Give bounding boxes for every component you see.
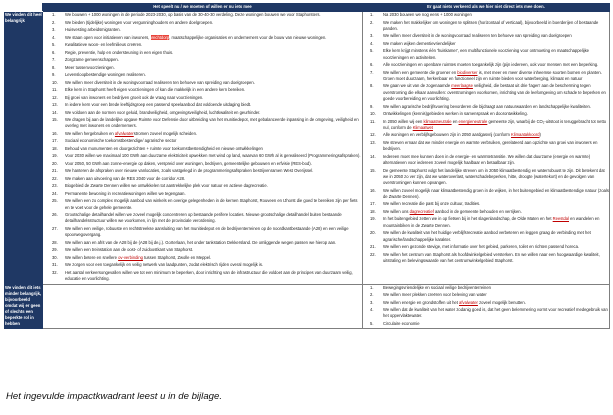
list-item: Voor 2030 willen we maximaal 100 GWh aan duurzame elektriciteit opwekken met wind op land, waarvan 60 GWh al is gerealiseerd (Programmeringsafspraken). — [65, 153, 361, 159]
list-item: We voldoen aan de normen voor geluid, brandveiligheid, omgevingsveiligheid, luchtkwaliteit en geurhinder. — [65, 109, 261, 115]
list-item: Meer tussenvoorzieningen. — [65, 64, 115, 70]
list-item: We bouwen + 1000 woningen in de periode 2023-2030, op basis van de 30-40-30 verdeling. Deze woningen bouwen we voor Staphorsters. — [65, 12, 321, 17]
annotated-term: meerlaagse — [451, 83, 473, 89]
list-item: Levensloopbestendige woningen realiseren. — [65, 72, 146, 77]
list-item: We willen meer plekken creëren voor beleving van water — [383, 292, 487, 298]
list-item: We willen een treinstation aan de oost- of zuidoostkant van Staphorst. — [65, 247, 194, 253]
list-item: Het aantal verkeersongevallen willen we tot een minimum te beperken, door inrichting van de infrastructuur die voldoet aan de principes van duurzaam veilig, educatie en voorlichting. — [65, 269, 353, 282]
table-row — [5, 12, 610, 285]
list-item: De gemeente Staphorst volgt het landelijke streven om in 2050 klimaatbestendig en waterrobuust te zijn. Dit betekent dat we in 2050 zo ver zijn, dat we wateroverlast, waterschadebeperken, hitte, droogte (watertekort) en de gevolgen van overstromingen kunnen opvangen. — [383, 167, 605, 186]
quadrant-low-not-urgent-cell — [363, 284, 610, 329]
list-item: Na 2030 bouwen we nog eens + 1000 woningen — [383, 12, 472, 17]
list-item: Elke kern krijgt minstens één 'huiskamer', een multifunctionele voorziening voor ontmoeting en maatschappelijke voorzieningen en activiteiten. — [383, 48, 589, 60]
annotated-term: ov-verbinding — [118, 254, 143, 260]
list-item: Sociaal economische toekomstbestendige/ agrarische sector — [65, 138, 177, 144]
axis-label-low-importance: We vinden dit iets minder belangrijk, bijvoorbeeld omdat wij er geen of slechts een beperkte rol in hebben — [5, 284, 43, 329]
list-item: We zorgen voor een toegankelijk en veilig netwerk van laadpunten, zodat elektrisch rijden overal mogelijk is. — [65, 262, 264, 268]
list-item: We willen betere en snellere ov-verbinding tussen Staphorst, Zwolle en Meppel. — [65, 254, 212, 260]
list-item: Ontwikkelingen (kennis)gebieden werken in samenspraak en doorontwikkeling. — [383, 111, 528, 117]
column-header-urgent: Het speelt nu / we moeten of willen er nu iets mee — [43, 4, 363, 12]
column-header-not-urgent: Er gaat niets verkeerd als we hier niet direct iets mee doen. — [363, 4, 610, 12]
impact-quadrant-table — [4, 3, 610, 329]
list-item: Elke kern in Staphorst heeft eigen voorzieningen of kan die makkelijk in een andere kern bereiken. — [65, 87, 246, 92]
annotated-term: biodiverser — [457, 69, 478, 75]
list-item: We willen meer diversiteit in de woningvoorraad realiseren ten behoeve van spreiding van doelgroepen. — [65, 79, 255, 85]
list-item: Biogebied de Zwarte Dennen willen we ontwikkelen tot aantrekkelijke plek voor natuur en actieve dagrecreatie. — [65, 183, 268, 189]
list-item: We willen ons dagrecreatief aanbod in de gemeente behouden en verrijken. — [383, 208, 522, 214]
annotated-term: klimaatneutrale — [423, 118, 452, 124]
list-item: Iedereen moet mee kunnen doen in de energie- en warmtetransitie. We willen dat duurzame (energie en warmte) alternatieven voor iedereen zoveel mogelijk haalbaar en betaalbaar zijn. — [383, 153, 591, 165]
annotated-term: Vechtdorp — [150, 34, 170, 40]
list-item: We willen de kwaliteit van het huidige verblijfsrecreatie aanbod verbeteren en leggen graag de verbinding met het agrarische/landschappelijke karakter. — [383, 230, 591, 242]
annotated-term: Reestdal — [552, 216, 569, 222]
list-item: We willen aan en afrit van de A28 bij de (A28 bij de.j.). Gorterlaan, het onder tankstation Dekkersland. De omliggende wegen passen we hierop aan. — [65, 239, 337, 245]
list-item: We dragen bij aan de landelijke opgave Ruimte voor Defensie door uitbreiding van het munitiedepot, met gebalanceerde inpassing in de omgeving, veiligheid en overleg met inwoners en ondernemers. — [65, 117, 359, 129]
table-header-row — [5, 4, 610, 12]
list-item: We willen een veilige, robuuste en rechtstreekse aansluiting van het munitiedepot en de bedrijventerreinen op de noordkantbestaande (A28) en een veilige spoorwegovergang. — [65, 225, 349, 238]
list-item: In 2050 willen wij een klimaatneutrale en energieneutrale gemeente zijn, waarbij de CO₂-uitstoot is teruggebracht tot netto nul, conform de Klimaatwet — [383, 118, 607, 130]
list-item: Huisvesting arbeidsmigranten. — [65, 27, 121, 32]
annotated-term: Klimaatwet — [412, 124, 433, 130]
table-row — [5, 284, 610, 329]
list-item: Alle voorzieningen en openbare ruimtes moeten toegankelijk zijn (pijn iedereen, ook voor mensen met een beperking. — [383, 62, 599, 68]
list-item: We willen een zo complex mogelijk aanbod van winkels en overige gelegenheden in de kernen Staphorst, Rouveen en IJhorst die goed te bereiken zijn per fiets en te voet voor de gehele gemeente. — [65, 198, 358, 210]
annotated-term: Klimaatakkoord — [510, 132, 540, 138]
list-item: Circulaire economie — [383, 320, 420, 326]
annotated-term: afvalwater — [459, 299, 478, 305]
list-item: We maken het makkelijker om woningen te splitsen (horizontaal of verticaal), bijvoorbeeld in boerderijen of bestaande panden. — [383, 19, 599, 31]
axis-label-high-importance: We vinden dit heel belangrijk — [5, 12, 43, 285]
list-item: Bij groei van inwoners en bedrijven groeit ook de vraag naar voorzieningen. — [65, 94, 204, 100]
annotated-term: dagrecreatief — [409, 208, 434, 214]
list-item: We willen een gezonde stevige, met informatie over het gebied, parkeren, toilet en richten passend horeca. — [383, 244, 580, 250]
list-item: In het buitengebied zetten we in op fietsen bij in het slagenlandschap, de Olde Maten en het Reestdal en wandelen en mountainbiken in de Zwarte Dennen. — [383, 216, 600, 228]
list-item: We maken wijken dementievriendelijker — [383, 40, 456, 46]
list-item: We willen het centrum van Staphorst als hoofdwinkelgebied versterken. En we willen naar een hoogwaardige kwaliteit, uitstraling en belevingswaarde van het centrumwinkelgebied Staphorst. — [383, 251, 600, 263]
list-item: Permanente bewoning in recreatiewoningen willen we tegengaan. — [65, 190, 186, 196]
list-item: We willen recreatie die past bij onze cultuur, tradities. — [383, 201, 481, 207]
list-item: We willen dat de kwaliteit van het water zodanig goed is, dat het geen belemmering vormt voor recreatief medegebruik van het oppervlaktewater. — [383, 307, 608, 319]
list-item: Alle woningen en verblijfsgebouwen zijn in 2050 aardgasvrij (conform Klimaatakkoord) — [383, 132, 541, 138]
list-item: We gaan we uit van de zogenaamde meerlaagse veiligheid, die bestaat uit drie 'lagen' aan de bescherming tegen overstroming die elkaar aanvullen: overstromingen voorkomen, inrichting van de leefomgeving om schade te beperken en goede voorbereiding en voorlichting. — [383, 83, 606, 102]
list-item: Behoud van monumenten en doorgezichten + ruimte voor toekomstbestendigheid en nieuwe ontwikkelingen — [65, 145, 263, 151]
list-item: We streven ernaar dat we minder energie en warmte verbruiken, gerelateerd aan opzichte van groei van inwoners en bedrijven. — [383, 139, 598, 152]
list-item: Voor 2050, 50 GWh aan zonne-energie op daken, verspreid over woningen, bedrijven, gemeentelijke gebouwen en erfvisie (RES-bod). — [65, 160, 312, 166]
list-item: We maken aan uitvoering van de RES 2040 voor de corridor A28. — [65, 175, 186, 181]
list-item: Grootschalige detailhandel willen we zoveel mogelijk concentreren op bestaande perifere locaties. Nieuwe grootschalige detailhandel buiten bestaande detailhandelsstructuur willen we voorkomen, in lijn met de provinciale verordening. — [65, 212, 342, 224]
list-item: Kwalitatieve woon- en leefmilieus creëren. — [65, 42, 143, 47]
list-high-not-urgent — [363, 12, 609, 264]
list-item: We willen een gemeente die groener en biodiverser is, met meer en meer diverse inheemse soorten bomen en planten. Groen moet duurzaam, herkenbaar en functioneel zijn en ruimte bieden voor waterberging, klimaat en natuur — [383, 69, 602, 81]
quadrant-high-not-urgent-cell — [363, 12, 610, 285]
list-item: Zorgzame gemeenschappen. — [65, 57, 119, 62]
list-item: We willen energie en grondstoffen uit het afvalwater zoveel mogelijk benutten. — [383, 299, 526, 305]
list-item: We bieden (tijdelijke) woningen voor vergunninghouders en andere doelgroepen. — [65, 19, 214, 25]
table-corner-cell — [5, 4, 43, 12]
list-item: We willen agrarische bedrijfsvoering bevorderen die bijdraagt aan natuurwaarden en landschappelijke kwaliteiten. — [383, 103, 592, 109]
quadrant-high-urgent-cell — [43, 12, 363, 285]
list-item: We hanteren de afspraken over nieuwe vanlocaties, zoals vastgelegd in de programmeringsafspraken bestrijvenramen West Overijssel. — [65, 168, 314, 174]
annotated-term: afvalwater — [114, 130, 134, 136]
list-low-not-urgent — [363, 285, 609, 328]
list-item: In iedere kern voor een brede leeftijdsgroep een passend speelaanbod dat voldoende uitdaging biedt. — [65, 102, 252, 107]
list-item: We staan open voor initiatieven van inwoners, Vechtdorp, maatschappelijke organisaties en ondernemers voor de bouw van nieuwe woningen. — [65, 34, 327, 40]
quadrant-low-urgent-cell — [43, 284, 363, 329]
list-item: Bewegingsvriendelijke en sociaal veilige bedrijventerreinen — [383, 284, 491, 290]
list-item: We willen hergebruiken en afvalwaterstromen zoveel mogelijk scheiden. — [65, 130, 198, 136]
list-item: We willen meer diversiteit in de woningvoorraad realiseren ten behoeve van spreiding van doelgroepen — [383, 33, 572, 39]
figure-caption: Het ingevulde impactkwadrant leest u in de bijlage. — [6, 391, 222, 402]
list-item: Regie, preventie, hulp en ondersteuning in een eigen thuis. — [65, 49, 174, 55]
annotated-term: energieneutrale — [458, 118, 488, 124]
list-high-urgent — [43, 12, 362, 282]
list-item: We willen zoveel mogelijk naar klimaatbestendig groen in de wijken, in het buitengebied en klimaatbestendige natuur (zoals de Zwarte Dennen). — [383, 187, 609, 199]
